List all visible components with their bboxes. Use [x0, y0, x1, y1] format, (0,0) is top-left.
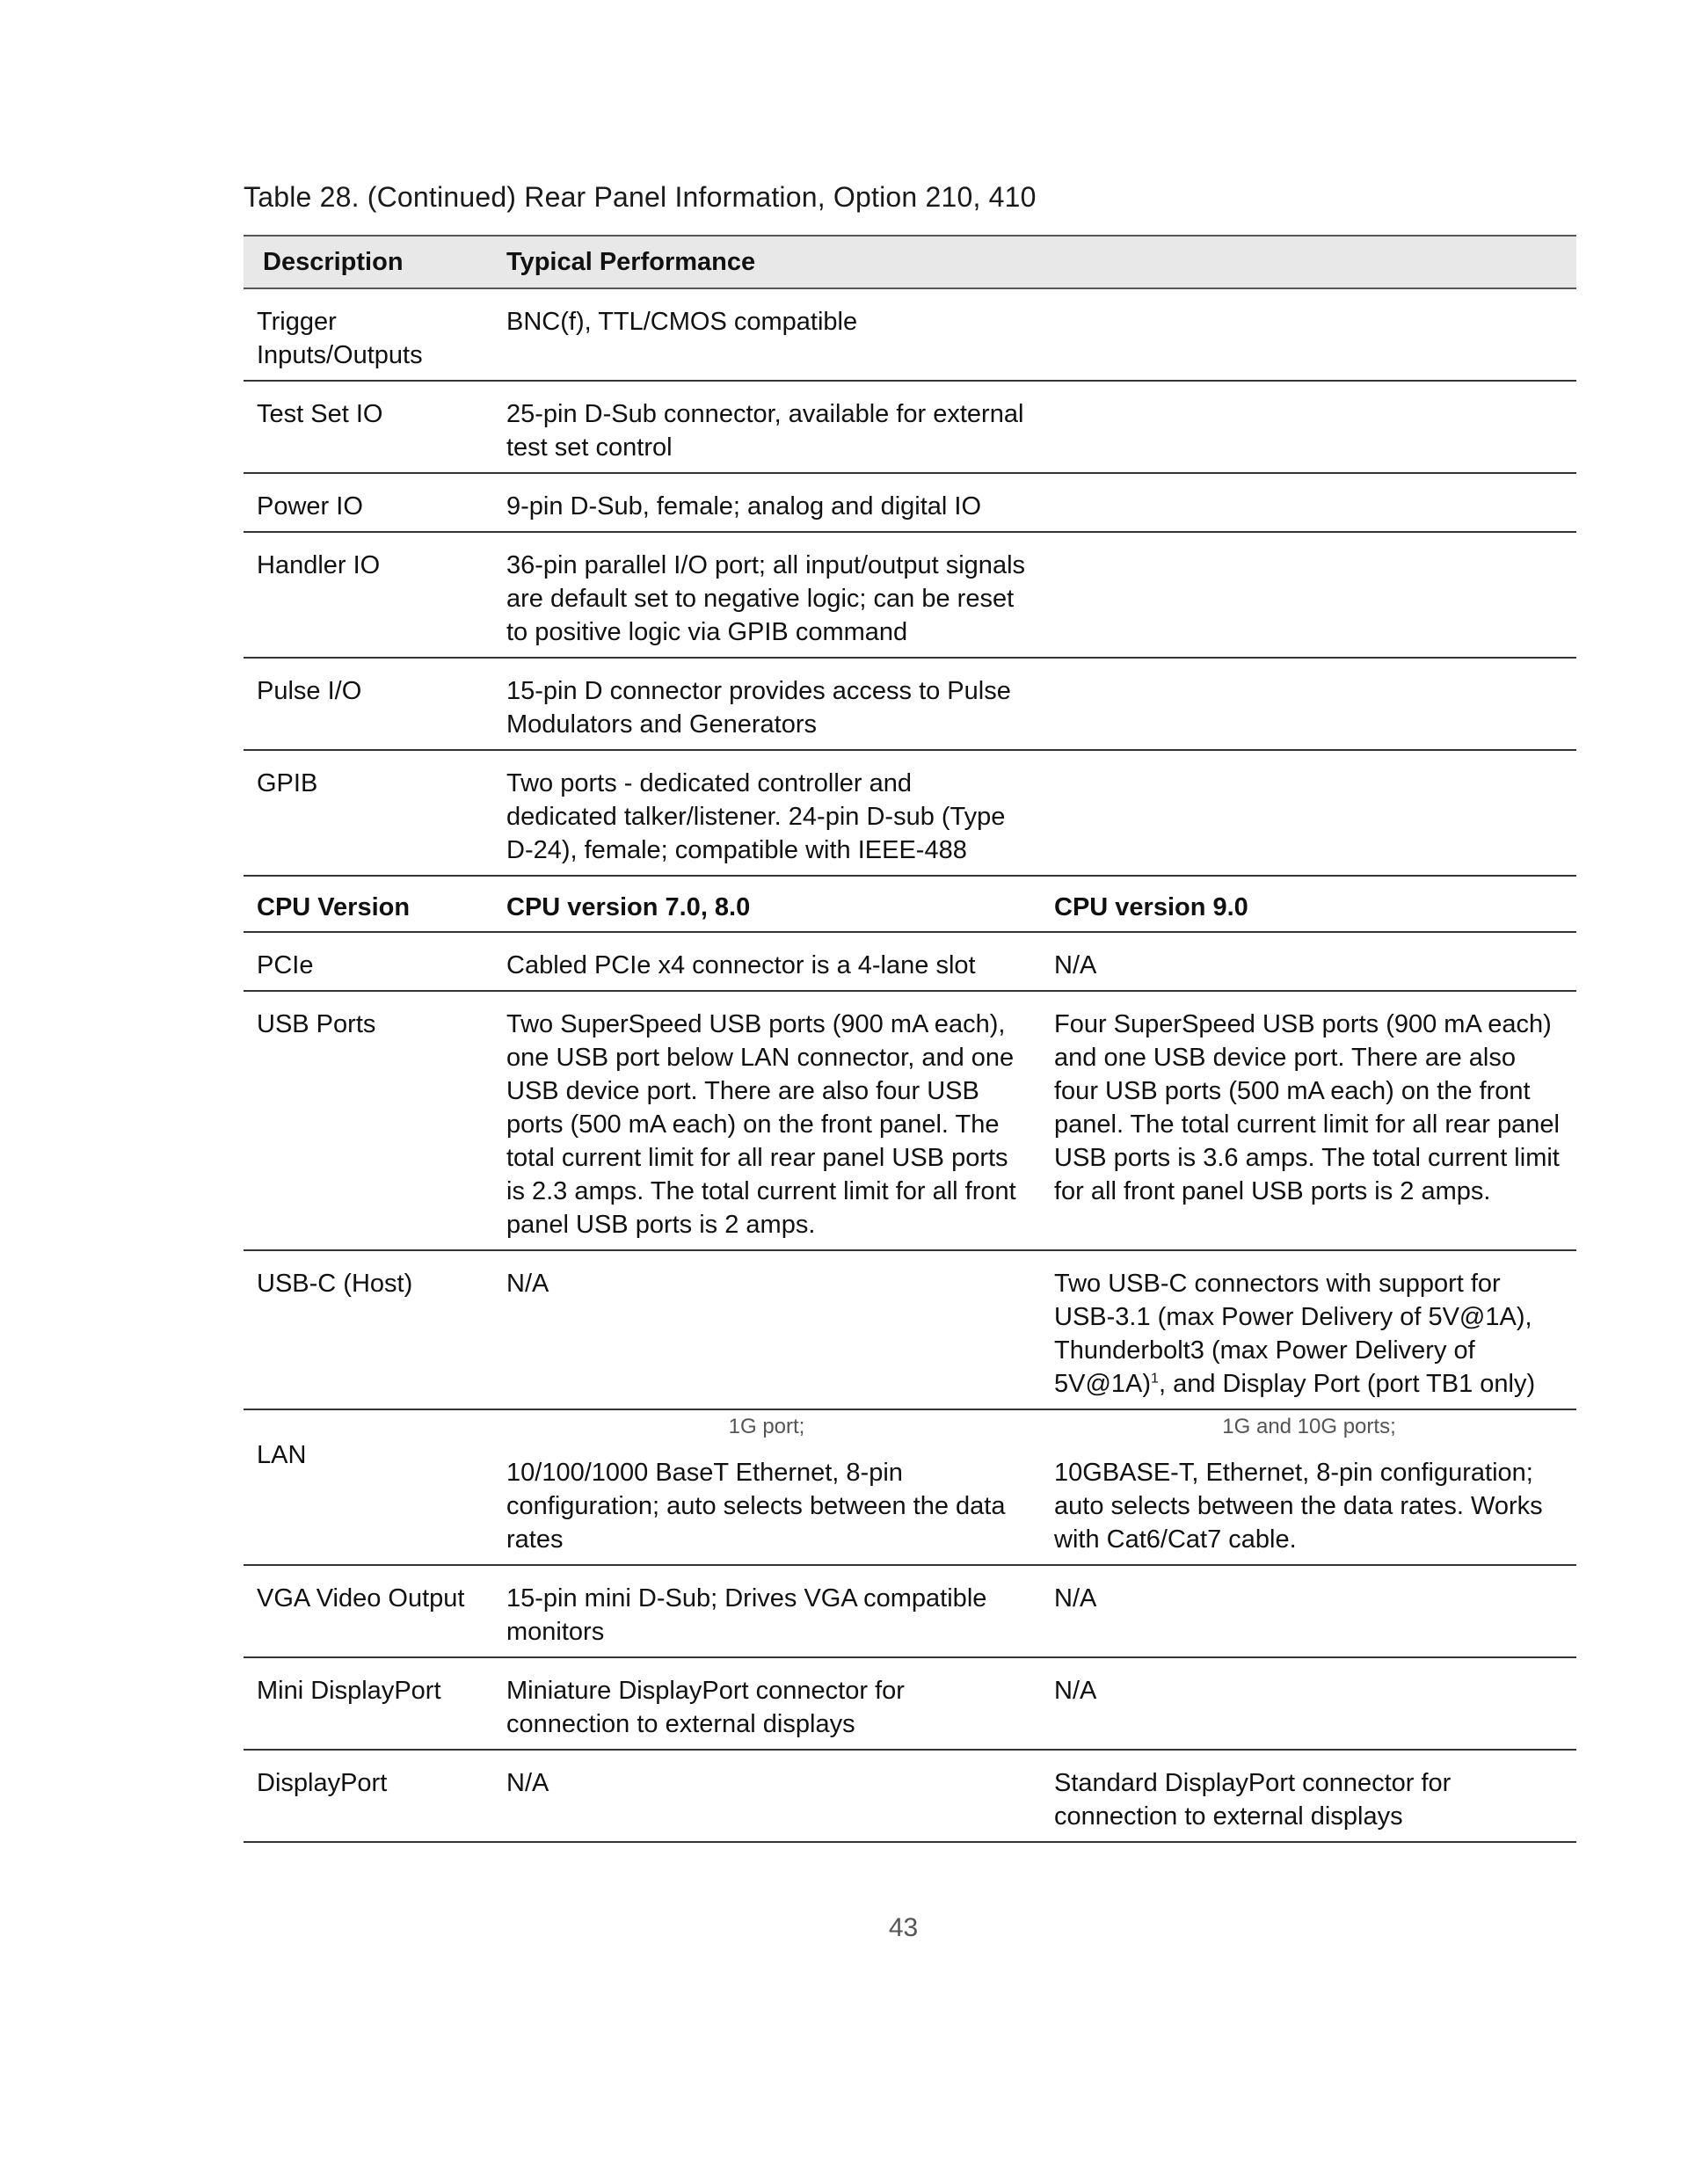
cpu-version-label: CPU Version: [244, 876, 491, 932]
table-row: [244, 288, 1576, 381]
row-value-cpu-7-8: Two SuperSpeed USB ports (900 mA each), one USB port below LAN connector, and one USB device port. There are also four USB ports (500 mA each) on the front panel. The total current limit for all rear panel USB ports is 2.3 amps. The total current limit for all front panel USB ports is 2 amps.: [491, 991, 1039, 1250]
row-value-cpu-9: [1039, 1409, 1576, 1565]
header-description: Description: [244, 236, 491, 288]
cpu-version-9: CPU version 9.0: [1039, 876, 1576, 932]
row-empty: [1039, 381, 1576, 473]
table-row-usbc: [244, 1250, 1576, 1409]
row-label: USB Ports: [244, 991, 491, 1250]
header-typical-performance: Typical Performance: [491, 236, 1576, 288]
page-number: 43: [888, 1913, 919, 1942]
row-value-cpu-7-8: Miniature DisplayPort connector for connection to external displays: [491, 1657, 1039, 1750]
row-label: Power IO: [244, 473, 491, 532]
row-value-cpu-9: N/A: [1039, 932, 1576, 991]
row-label: PCIe: [244, 932, 491, 991]
row-label: VGA Video Output: [244, 1565, 491, 1657]
table-row: [244, 532, 1576, 658]
row-label: Test Set IO: [244, 381, 491, 473]
lan-port-note: 1G and 10G ports;: [1222, 1415, 1396, 1438]
lan-port-note: 1G port;: [728, 1415, 805, 1438]
row-label: USB-C (Host): [244, 1250, 491, 1409]
table-row-usb: [244, 991, 1576, 1250]
row-empty: [1039, 532, 1576, 658]
row-value-cpu-7-8: N/A: [491, 1250, 1039, 1409]
row-value-cpu-7-8: N/A: [491, 1750, 1039, 1842]
table-row: [244, 658, 1576, 750]
row-value: 25-pin D-Sub connector, available for external test set control: [491, 381, 1039, 473]
usbc-text-part1: Two USB-C connectors with support for USB-3.1 (max Power Delivery of 5V@1A), Thunderbolt3 (max Power Delivery of 5V@1A): [1054, 1270, 1532, 1398]
row-value-cpu-7-8: Cabled PCIe x4 connector is a 4-lane slot: [491, 932, 1039, 991]
row-label: GPIB: [244, 750, 491, 876]
row-label: Trigger Inputs/Outputs: [244, 288, 491, 381]
table-row-lan: [244, 1409, 1576, 1565]
row-value-cpu-7-8: 15-pin mini D-Sub; Drives VGA compatible monitors: [491, 1565, 1039, 1657]
usbc-text-part2: , and Display Port (port TB1 only): [1158, 1370, 1536, 1398]
row-value-cpu-9: N/A: [1039, 1657, 1576, 1750]
row-value-cpu-9: [1039, 1250, 1576, 1409]
row-value: BNC(f), TTL/CMOS compatible: [491, 288, 1576, 381]
table-row: [244, 750, 1576, 876]
table-row-mini-displayport: [244, 1657, 1576, 1750]
row-value-cpu-9: Standard DisplayPort connector for connection to external displays: [1039, 1750, 1576, 1842]
row-value: 36-pin parallel I/O port; all input/output signals are default set to negative logic; can be reset to positive logic via GPIB command: [491, 532, 1039, 658]
cpu-version-header-row: [244, 876, 1576, 932]
table-row-displayport: [244, 1750, 1576, 1842]
table-row-pcie: [244, 932, 1576, 991]
row-label: DisplayPort: [244, 1750, 491, 1842]
row-label: Handler IO: [244, 532, 491, 658]
footnote-marker: 1: [1151, 1371, 1159, 1387]
row-value-cpu-9: N/A: [1039, 1565, 1576, 1657]
rear-panel-table: [244, 235, 1576, 1843]
table-header-row: [244, 236, 1576, 288]
table-row: [244, 473, 1576, 532]
row-value: 15-pin D connector provides access to Pulse Modulators and Generators: [491, 658, 1039, 750]
row-value: Two ports - dedicated controller and dedicated talker/listener. 24-pin D-sub (Type D-24), female; compatible with IEEE-488: [491, 750, 1039, 876]
cpu-version-7-8: CPU version 7.0, 8.0: [491, 876, 1039, 932]
row-label: LAN: [244, 1409, 491, 1565]
table-row-vga: [244, 1565, 1576, 1657]
table-caption: Table 28. (Continued) Rear Panel Information, Option 210, 410: [244, 181, 1037, 213]
lan-description: 10GBASE-T, Ethernet, 8-pin configuration; auto selects between the data rates. Works with Cat6/Cat7 cable.: [1054, 1459, 1543, 1554]
row-label: Pulse I/O: [244, 658, 491, 750]
lan-description: 10/100/1000 BaseT Ethernet, 8-pin configuration; auto selects between the data rates: [506, 1459, 1006, 1554]
row-value: 9-pin D-Sub, female; analog and digital IO: [491, 473, 1576, 532]
row-empty: [1039, 750, 1576, 876]
row-empty: [1039, 658, 1576, 750]
row-label: Mini DisplayPort: [244, 1657, 491, 1750]
table-row: [244, 381, 1576, 473]
row-value-cpu-9: Four SuperSpeed USB ports (900 mA each) and one USB device port. There are also four USB ports (500 mA each) on the front panel. The total current limit for all rear panel USB ports is 3.6 amps. The total current limit for all front panel USB ports is 2 amps.: [1039, 991, 1576, 1250]
row-value-cpu-7-8: [491, 1409, 1039, 1565]
